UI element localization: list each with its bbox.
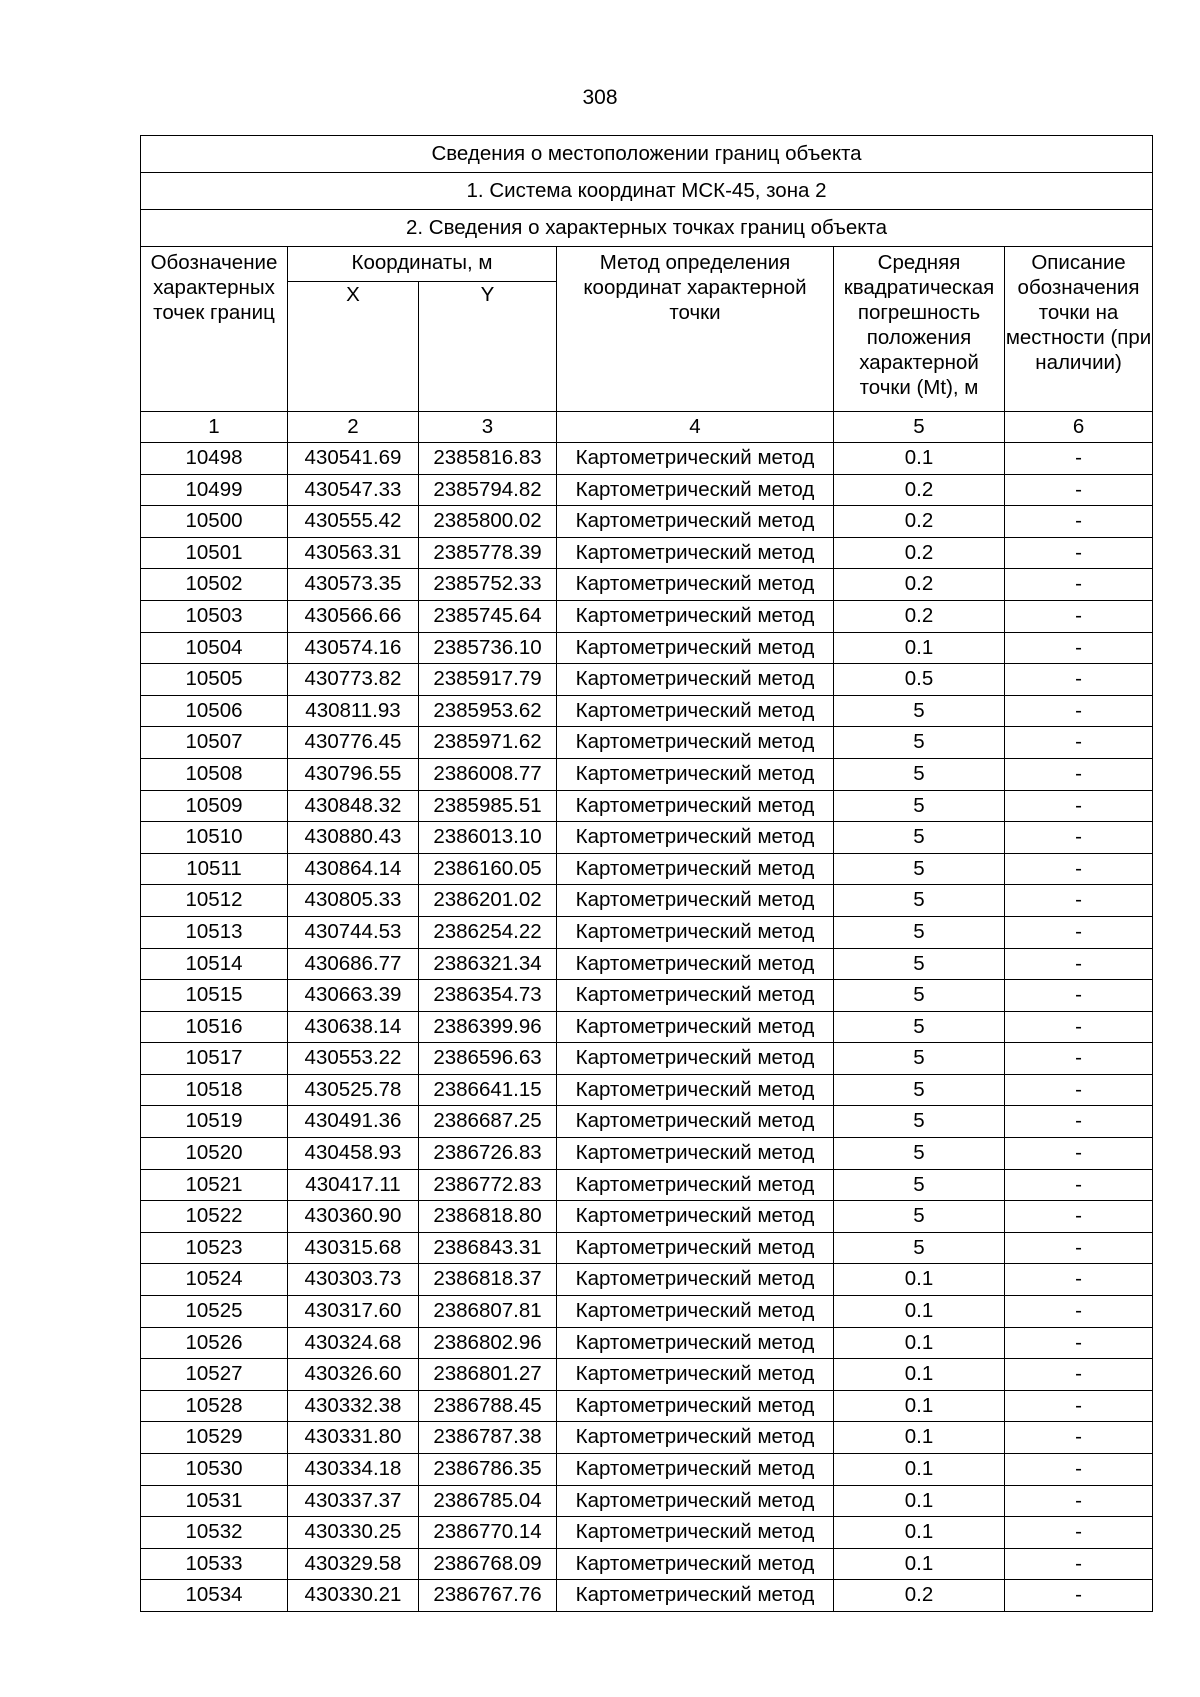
description-cell: - — [1005, 790, 1153, 822]
x-coordinate-cell: 430744.53 — [288, 916, 419, 948]
method-cell: Картометрический метод — [557, 1011, 834, 1043]
description-cell: - — [1005, 980, 1153, 1012]
method-cell: Картометрический метод — [557, 790, 834, 822]
description-cell: - — [1005, 853, 1153, 885]
method-cell: Картометрический метод — [557, 506, 834, 538]
y-coordinate-cell: 2386160.05 — [419, 853, 557, 885]
y-coordinate-cell: 2386768.09 — [419, 1548, 557, 1580]
table-row — [141, 1359, 1153, 1391]
description-cell: - — [1005, 600, 1153, 632]
table-row — [141, 1264, 1153, 1296]
y-coordinate-cell: 2386726.83 — [419, 1138, 557, 1170]
error-cell: 0.1 — [834, 1296, 1005, 1328]
y-coordinate-cell: 2386772.83 — [419, 1169, 557, 1201]
method-cell: Картометрический метод — [557, 885, 834, 917]
table-title: Сведения о местоположении границ объекта — [141, 136, 1153, 173]
x-coordinate-cell: 430811.93 — [288, 695, 419, 727]
column-header-row — [141, 247, 1153, 282]
table-row — [141, 1074, 1153, 1106]
error-cell: 5 — [834, 885, 1005, 917]
error-cell: 5 — [834, 1011, 1005, 1043]
column-number-row — [141, 412, 1153, 443]
error-cell: 5 — [834, 1232, 1005, 1264]
description-cell: - — [1005, 1390, 1153, 1422]
x-coordinate-cell: 430360.90 — [288, 1201, 419, 1233]
point-id-cell: 10501 — [141, 537, 288, 569]
y-coordinate-cell: 2386801.27 — [419, 1359, 557, 1391]
x-coordinate-cell: 430330.21 — [288, 1580, 419, 1612]
point-id-cell: 10519 — [141, 1106, 288, 1138]
column-number: 1 — [141, 412, 288, 443]
y-coordinate-cell: 2385985.51 — [419, 790, 557, 822]
table-row — [141, 506, 1153, 538]
method-cell: Картометрический метод — [557, 1264, 834, 1296]
error-cell: 0.1 — [834, 1485, 1005, 1517]
y-coordinate-cell: 2386788.45 — [419, 1390, 557, 1422]
page-number: 308 — [582, 86, 618, 109]
description-cell: - — [1005, 1485, 1153, 1517]
method-cell: Картометрический метод — [557, 1074, 834, 1106]
table-row — [141, 600, 1153, 632]
method-cell: Картометрический метод — [557, 600, 834, 632]
method-cell: Картометрический метод — [557, 916, 834, 948]
table-row — [141, 885, 1153, 917]
points-section-title: 2. Сведения о характерных точках границ объекта — [141, 210, 1153, 247]
point-id-cell: 10498 — [141, 443, 288, 475]
error-cell: 0.1 — [834, 1390, 1005, 1422]
table-row — [141, 1517, 1153, 1549]
table-row — [141, 1011, 1153, 1043]
method-cell: Картометрический метод — [557, 443, 834, 475]
column-header-point: Обозначение характерных точек границ — [141, 247, 288, 412]
x-coordinate-cell: 430880.43 — [288, 822, 419, 854]
description-cell: - — [1005, 695, 1153, 727]
point-id-cell: 10529 — [141, 1422, 288, 1454]
method-cell: Картометрический метод — [557, 1201, 834, 1233]
y-coordinate-cell: 2385778.39 — [419, 537, 557, 569]
x-coordinate-cell: 430337.37 — [288, 1485, 419, 1517]
method-cell: Картометрический метод — [557, 1454, 834, 1486]
method-cell: Картометрический метод — [557, 727, 834, 759]
error-cell: 5 — [834, 727, 1005, 759]
method-cell: Картометрический метод — [557, 1327, 834, 1359]
point-id-cell: 10518 — [141, 1074, 288, 1106]
error-cell: 0.1 — [834, 1422, 1005, 1454]
column-header-description: Описание обозначения точки на местности (при наличии) — [1005, 247, 1153, 412]
error-cell: 5 — [834, 916, 1005, 948]
x-coordinate-cell: 430805.33 — [288, 885, 419, 917]
description-cell: - — [1005, 1454, 1153, 1486]
point-id-cell: 10516 — [141, 1011, 288, 1043]
y-coordinate-cell: 2386767.76 — [419, 1580, 557, 1612]
method-cell: Картометрический метод — [557, 1485, 834, 1517]
x-coordinate-cell: 430547.33 — [288, 474, 419, 506]
error-cell: 5 — [834, 1043, 1005, 1075]
x-coordinate-cell: 430334.18 — [288, 1454, 419, 1486]
error-cell: 5 — [834, 1106, 1005, 1138]
boundary-points-table — [140, 135, 1153, 1612]
description-cell: - — [1005, 1422, 1153, 1454]
table-row — [141, 1454, 1153, 1486]
error-cell: 5 — [834, 1169, 1005, 1201]
method-cell: Картометрический метод — [557, 822, 834, 854]
y-coordinate-cell: 2386785.04 — [419, 1485, 557, 1517]
column-header-method: Метод определения координат характерной точки — [557, 247, 834, 412]
method-cell: Картометрический метод — [557, 1390, 834, 1422]
column-header-x: X — [288, 282, 419, 412]
description-cell: - — [1005, 664, 1153, 696]
description-cell: - — [1005, 885, 1153, 917]
table-title-row — [141, 136, 1153, 173]
error-cell: 0.1 — [834, 632, 1005, 664]
y-coordinate-cell: 2386596.63 — [419, 1043, 557, 1075]
error-cell: 5 — [834, 790, 1005, 822]
description-cell: - — [1005, 1201, 1153, 1233]
error-cell: 5 — [834, 980, 1005, 1012]
point-id-cell: 10524 — [141, 1264, 288, 1296]
table-row — [141, 822, 1153, 854]
x-coordinate-cell: 430566.66 — [288, 600, 419, 632]
table-row — [141, 1201, 1153, 1233]
description-cell: - — [1005, 1043, 1153, 1075]
point-id-cell: 10533 — [141, 1548, 288, 1580]
description-cell: - — [1005, 1074, 1153, 1106]
point-id-cell: 10515 — [141, 980, 288, 1012]
x-coordinate-cell: 430332.38 — [288, 1390, 419, 1422]
table-row — [141, 1327, 1153, 1359]
error-cell: 0.5 — [834, 664, 1005, 696]
y-coordinate-cell: 2386807.81 — [419, 1296, 557, 1328]
method-cell: Картометрический метод — [557, 758, 834, 790]
point-id-cell: 10503 — [141, 600, 288, 632]
points-section-row — [141, 210, 1153, 247]
method-cell: Картометрический метод — [557, 980, 834, 1012]
table-row — [141, 1580, 1153, 1612]
method-cell: Картометрический метод — [557, 1359, 834, 1391]
table-row — [141, 1138, 1153, 1170]
column-header-coordinates: Координаты, м — [288, 247, 557, 282]
x-coordinate-cell: 430555.42 — [288, 506, 419, 538]
error-cell: 5 — [834, 1138, 1005, 1170]
method-cell: Картометрический метод — [557, 695, 834, 727]
error-cell: 5 — [834, 948, 1005, 980]
point-id-cell: 10527 — [141, 1359, 288, 1391]
x-coordinate-cell: 430317.60 — [288, 1296, 419, 1328]
error-cell: 0.1 — [834, 1264, 1005, 1296]
y-coordinate-cell: 2385971.62 — [419, 727, 557, 759]
error-cell: 0.2 — [834, 474, 1005, 506]
description-cell: - — [1005, 632, 1153, 664]
table-row — [141, 664, 1153, 696]
y-coordinate-cell: 2386843.31 — [419, 1232, 557, 1264]
table-row — [141, 790, 1153, 822]
table-row — [141, 727, 1153, 759]
error-cell: 0.2 — [834, 600, 1005, 632]
table-row — [141, 1169, 1153, 1201]
x-coordinate-cell: 430541.69 — [288, 443, 419, 475]
table-row — [141, 1548, 1153, 1580]
description-cell: - — [1005, 1264, 1153, 1296]
x-coordinate-cell: 430458.93 — [288, 1138, 419, 1170]
method-cell: Картометрический метод — [557, 1296, 834, 1328]
point-id-cell: 10525 — [141, 1296, 288, 1328]
y-coordinate-cell: 2385736.10 — [419, 632, 557, 664]
y-coordinate-cell: 2385745.64 — [419, 600, 557, 632]
description-cell: - — [1005, 758, 1153, 790]
point-id-cell: 10526 — [141, 1327, 288, 1359]
point-id-cell: 10532 — [141, 1517, 288, 1549]
column-header-error: Средняя квадратическая погрешность положения характерной точки (Mt), м — [834, 247, 1005, 412]
point-id-cell: 10523 — [141, 1232, 288, 1264]
point-id-cell: 10521 — [141, 1169, 288, 1201]
x-coordinate-cell: 430563.31 — [288, 537, 419, 569]
description-cell: - — [1005, 537, 1153, 569]
description-cell: - — [1005, 1169, 1153, 1201]
method-cell: Картометрический метод — [557, 537, 834, 569]
y-coordinate-cell: 2386770.14 — [419, 1517, 557, 1549]
x-coordinate-cell: 430331.80 — [288, 1422, 419, 1454]
description-cell: - — [1005, 1327, 1153, 1359]
column-number: 3 — [419, 412, 557, 443]
method-cell: Картометрический метод — [557, 1106, 834, 1138]
point-id-cell: 10514 — [141, 948, 288, 980]
error-cell: 0.1 — [834, 1548, 1005, 1580]
y-coordinate-cell: 2386399.96 — [419, 1011, 557, 1043]
description-cell: - — [1005, 727, 1153, 759]
point-id-cell: 10534 — [141, 1580, 288, 1612]
point-id-cell: 10510 — [141, 822, 288, 854]
description-cell: - — [1005, 443, 1153, 475]
y-coordinate-cell: 2386354.73 — [419, 980, 557, 1012]
table-row — [141, 1232, 1153, 1264]
x-coordinate-cell: 430573.35 — [288, 569, 419, 601]
x-coordinate-cell: 430303.73 — [288, 1264, 419, 1296]
point-id-cell: 10505 — [141, 664, 288, 696]
y-coordinate-cell: 2386818.80 — [419, 1201, 557, 1233]
y-coordinate-cell: 2386687.25 — [419, 1106, 557, 1138]
method-cell: Картометрический метод — [557, 664, 834, 696]
table-row — [141, 569, 1153, 601]
point-id-cell: 10500 — [141, 506, 288, 538]
point-id-cell: 10520 — [141, 1138, 288, 1170]
point-id-cell: 10509 — [141, 790, 288, 822]
description-cell: - — [1005, 916, 1153, 948]
description-cell: - — [1005, 822, 1153, 854]
column-number: 6 — [1005, 412, 1153, 443]
description-cell: - — [1005, 1296, 1153, 1328]
method-cell: Картометрический метод — [557, 1169, 834, 1201]
column-number: 2 — [288, 412, 419, 443]
error-cell: 0.1 — [834, 1517, 1005, 1549]
error-cell: 0.2 — [834, 1580, 1005, 1612]
error-cell: 0.2 — [834, 569, 1005, 601]
y-coordinate-cell: 2386786.35 — [419, 1454, 557, 1486]
error-cell: 0.1 — [834, 1359, 1005, 1391]
method-cell: Картометрический метод — [557, 1580, 834, 1612]
x-coordinate-cell: 430491.36 — [288, 1106, 419, 1138]
error-cell: 5 — [834, 695, 1005, 727]
error-cell: 0.2 — [834, 537, 1005, 569]
table-row — [141, 443, 1153, 475]
y-coordinate-cell: 2385917.79 — [419, 664, 557, 696]
x-coordinate-cell: 430776.45 — [288, 727, 419, 759]
error-cell: 0.2 — [834, 506, 1005, 538]
table-row — [141, 695, 1153, 727]
method-cell: Картометрический метод — [557, 1422, 834, 1454]
x-coordinate-cell: 430864.14 — [288, 853, 419, 885]
error-cell: 5 — [834, 822, 1005, 854]
y-coordinate-cell: 2386321.34 — [419, 948, 557, 980]
description-cell: - — [1005, 1106, 1153, 1138]
x-coordinate-cell: 430324.68 — [288, 1327, 419, 1359]
point-id-cell: 10504 — [141, 632, 288, 664]
description-cell: - — [1005, 1138, 1153, 1170]
description-cell: - — [1005, 569, 1153, 601]
table-row — [141, 1390, 1153, 1422]
description-cell: - — [1005, 948, 1153, 980]
point-id-cell: 10513 — [141, 916, 288, 948]
table-row — [141, 758, 1153, 790]
table-row — [141, 948, 1153, 980]
x-coordinate-cell: 430686.77 — [288, 948, 419, 980]
table-row — [141, 853, 1153, 885]
method-cell: Картометрический метод — [557, 569, 834, 601]
x-coordinate-cell: 430417.11 — [288, 1169, 419, 1201]
table-row — [141, 632, 1153, 664]
x-coordinate-cell: 430638.14 — [288, 1011, 419, 1043]
x-coordinate-cell: 430525.78 — [288, 1074, 419, 1106]
point-id-cell: 10508 — [141, 758, 288, 790]
point-id-cell: 10507 — [141, 727, 288, 759]
method-cell: Картометрический метод — [557, 1548, 834, 1580]
error-cell: 0.1 — [834, 1454, 1005, 1486]
table-row — [141, 1106, 1153, 1138]
method-cell: Картометрический метод — [557, 1138, 834, 1170]
x-coordinate-cell: 430663.39 — [288, 980, 419, 1012]
table-row — [141, 916, 1153, 948]
error-cell: 5 — [834, 1074, 1005, 1106]
table-row — [141, 980, 1153, 1012]
x-coordinate-cell: 430315.68 — [288, 1232, 419, 1264]
y-coordinate-cell: 2386787.38 — [419, 1422, 557, 1454]
table-row — [141, 1485, 1153, 1517]
column-number: 5 — [834, 412, 1005, 443]
method-cell: Картометрический метод — [557, 474, 834, 506]
coordinate-system-title: 1. Система координат МСК-45, зона 2 — [141, 173, 1153, 210]
table-row — [141, 1422, 1153, 1454]
y-coordinate-cell: 2386818.37 — [419, 1264, 557, 1296]
point-id-cell: 10512 — [141, 885, 288, 917]
description-cell: - — [1005, 474, 1153, 506]
point-id-cell: 10499 — [141, 474, 288, 506]
error-cell: 5 — [834, 1201, 1005, 1233]
table-row — [141, 1043, 1153, 1075]
error-cell: 5 — [834, 758, 1005, 790]
method-cell: Картометрический метод — [557, 1043, 834, 1075]
description-cell: - — [1005, 1548, 1153, 1580]
y-coordinate-cell: 2385752.33 — [419, 569, 557, 601]
method-cell: Картометрический метод — [557, 948, 834, 980]
y-coordinate-cell: 2385816.83 — [419, 443, 557, 475]
error-cell: 0.1 — [834, 443, 1005, 475]
point-id-cell: 10528 — [141, 1390, 288, 1422]
x-coordinate-cell: 430330.25 — [288, 1517, 419, 1549]
description-cell: - — [1005, 1580, 1153, 1612]
y-coordinate-cell: 2385794.82 — [419, 474, 557, 506]
x-coordinate-cell: 430574.16 — [288, 632, 419, 664]
x-coordinate-cell: 430773.82 — [288, 664, 419, 696]
column-number: 4 — [557, 412, 834, 443]
y-coordinate-cell: 2385953.62 — [419, 695, 557, 727]
method-cell: Картометрический метод — [557, 632, 834, 664]
point-id-cell: 10531 — [141, 1485, 288, 1517]
x-coordinate-cell: 430796.55 — [288, 758, 419, 790]
x-coordinate-cell: 430848.32 — [288, 790, 419, 822]
description-cell: - — [1005, 506, 1153, 538]
y-coordinate-cell: 2386013.10 — [419, 822, 557, 854]
y-coordinate-cell: 2386802.96 — [419, 1327, 557, 1359]
description-cell: - — [1005, 1011, 1153, 1043]
column-header-y: Y — [419, 282, 557, 412]
y-coordinate-cell: 2385800.02 — [419, 506, 557, 538]
table-row — [141, 537, 1153, 569]
description-cell: - — [1005, 1232, 1153, 1264]
point-id-cell: 10506 — [141, 695, 288, 727]
method-cell: Картометрический метод — [557, 1517, 834, 1549]
description-cell: - — [1005, 1517, 1153, 1549]
table-row — [141, 1296, 1153, 1328]
description-cell: - — [1005, 1359, 1153, 1391]
y-coordinate-cell: 2386008.77 — [419, 758, 557, 790]
x-coordinate-cell: 430326.60 — [288, 1359, 419, 1391]
table-row — [141, 474, 1153, 506]
point-id-cell: 10517 — [141, 1043, 288, 1075]
point-id-cell: 10530 — [141, 1454, 288, 1486]
x-coordinate-cell: 430329.58 — [288, 1548, 419, 1580]
error-cell: 0.1 — [834, 1327, 1005, 1359]
point-id-cell: 10502 — [141, 569, 288, 601]
y-coordinate-cell: 2386201.02 — [419, 885, 557, 917]
point-id-cell: 10522 — [141, 1201, 288, 1233]
method-cell: Картометрический метод — [557, 1232, 834, 1264]
x-coordinate-cell: 430553.22 — [288, 1043, 419, 1075]
error-cell: 5 — [834, 853, 1005, 885]
y-coordinate-cell: 2386641.15 — [419, 1074, 557, 1106]
method-cell: Картометрический метод — [557, 853, 834, 885]
coordinate-system-row — [141, 173, 1153, 210]
y-coordinate-cell: 2386254.22 — [419, 916, 557, 948]
point-id-cell: 10511 — [141, 853, 288, 885]
